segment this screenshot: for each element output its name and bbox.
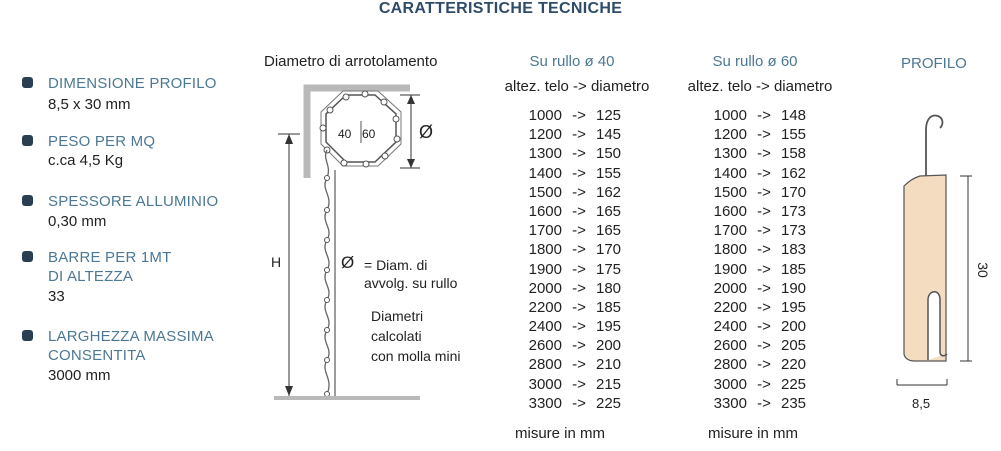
row-height: 2400: [713, 318, 747, 336]
row-diameter: 200: [596, 337, 622, 355]
diameter-icon: Ø: [419, 122, 434, 142]
row-arrow: ->: [757, 279, 771, 297]
row-arrow: ->: [572, 183, 586, 201]
spec-value: 0,30 mm: [48, 213, 107, 230]
row-height: 1800: [528, 241, 562, 259]
table-row: [520, 394, 630, 413]
row-arrow: ->: [757, 164, 771, 182]
table40-unit: misure in mm: [515, 425, 606, 442]
row-arrow: ->: [572, 337, 586, 355]
row-diameter: 185: [596, 298, 622, 316]
row-height: 2000: [713, 279, 747, 297]
table-row: [520, 202, 630, 221]
row-diameter: 183: [781, 241, 807, 259]
row-height: 2200: [528, 298, 562, 316]
row-arrow: ->: [757, 375, 771, 393]
spec-label-line2: CONSENTITA: [48, 347, 146, 364]
row-height: 1700: [528, 222, 562, 240]
row-arrow: ->: [757, 260, 771, 278]
row-diameter: 173: [781, 222, 807, 240]
table-row: [520, 375, 630, 394]
row-diameter: 173: [781, 202, 807, 220]
row-diameter: 150: [596, 145, 622, 163]
table-row: [520, 221, 630, 240]
spec-value: 3000 mm: [48, 367, 111, 384]
row-arrow: ->: [757, 394, 771, 412]
row-diameter: 220: [781, 356, 807, 374]
row-height: 1400: [713, 164, 747, 182]
row-arrow: ->: [757, 183, 771, 201]
row-arrow: ->: [757, 356, 771, 374]
row-arrow: ->: [757, 318, 771, 336]
row-diameter: 180: [596, 279, 622, 297]
table-row: [705, 164, 815, 183]
table-row: [705, 144, 815, 163]
row-height: 2200: [713, 298, 747, 316]
row-arrow: ->: [572, 126, 586, 144]
diameter-legend-icon: Ø: [341, 253, 355, 272]
note-line3: con molla mini: [371, 348, 461, 364]
row-arrow: ->: [572, 241, 586, 259]
table-row: [705, 355, 815, 374]
spec-value: 8,5 x 30 mm: [48, 96, 131, 113]
note-line1: Diametri: [371, 308, 424, 324]
table-row: [520, 317, 630, 336]
row-height: 1500: [713, 183, 747, 201]
row-height: 2800: [713, 356, 747, 374]
row-diameter: 175: [596, 260, 622, 278]
row-height: 1200: [713, 126, 747, 144]
row-arrow: ->: [572, 318, 586, 336]
table-row: [520, 260, 630, 279]
row-height: 1000: [713, 107, 747, 124]
row-arrow: ->: [757, 126, 771, 144]
row-height: 1400: [528, 164, 562, 182]
row-diameter: 205: [781, 337, 807, 355]
table-row: [705, 202, 815, 221]
table60-rows: [705, 106, 815, 413]
table60-unit: misure in mm: [708, 425, 799, 442]
row-arrow: ->: [757, 145, 771, 163]
row-arrow: ->: [757, 337, 771, 355]
row-arrow: ->: [572, 107, 586, 124]
row-height: 3300: [528, 394, 562, 412]
spec-label: SPESSORE ALLUMINIO: [48, 193, 219, 210]
table-row: [705, 183, 815, 202]
roll-label-60: 60: [362, 127, 376, 141]
spec-label-line1: BARRE PER 1MT: [48, 249, 172, 266]
spec-label-line1: LARGHEZZA MASSIMA: [48, 328, 214, 345]
table40-head: Su rullo ø 40: [529, 53, 615, 70]
table-row: [705, 394, 815, 413]
row-arrow: ->: [572, 394, 586, 412]
row-height: 3000: [713, 375, 747, 393]
row-diameter: 145: [596, 126, 622, 144]
row-arrow: ->: [572, 260, 586, 278]
row-arrow: ->: [572, 279, 586, 297]
profile-height-label: 30: [974, 262, 991, 278]
table-row: [520, 298, 630, 317]
table-row: [520, 164, 630, 183]
row-diameter: 225: [781, 375, 807, 393]
h-arrow-bottom: [285, 386, 293, 396]
row-height: 1000: [528, 107, 562, 124]
page-title: CARATTERISTICHE TECNICHE: [378, 0, 623, 17]
row-arrow: ->: [572, 298, 586, 316]
spec-label: PESO PER MQ: [48, 133, 156, 150]
table-row: [705, 375, 815, 394]
row-diameter: 162: [781, 164, 807, 182]
row-height: 1300: [528, 145, 562, 163]
row-diameter: 155: [781, 126, 807, 144]
row-height: 2800: [528, 356, 562, 374]
profile-hook: [926, 116, 942, 176]
row-height: 2400: [528, 318, 562, 336]
table-row: [705, 106, 815, 125]
table-row: [520, 125, 630, 144]
row-arrow: ->: [572, 202, 586, 220]
table-row: [705, 221, 815, 240]
row-height: 1700: [713, 222, 747, 240]
row-height: 3000: [528, 375, 562, 393]
diagram-title: Diametro di arrotolamento: [264, 53, 438, 70]
profile-width-label: 8,5: [912, 396, 931, 411]
table-row: [705, 336, 815, 355]
row-diameter: 158: [781, 145, 807, 163]
row-diameter: 162: [596, 183, 622, 201]
row-height: 1800: [713, 241, 747, 259]
row-height: 1200: [528, 126, 562, 144]
row-diameter: 148: [781, 107, 807, 124]
table-row: [520, 183, 630, 202]
row-diameter: 125: [596, 107, 622, 124]
row-height: 1300: [713, 145, 747, 163]
table-row: [520, 240, 630, 259]
row-arrow: ->: [757, 202, 771, 220]
row-height: 3300: [713, 394, 747, 412]
row-diameter: 170: [596, 241, 622, 259]
table-row: [705, 298, 815, 317]
table40-rows: [520, 106, 630, 413]
row-arrow: ->: [757, 107, 771, 124]
row-diameter: 165: [596, 222, 622, 240]
row-height: 1900: [713, 260, 747, 278]
legend-line2: avvolg. su rullo: [364, 275, 458, 291]
row-diameter: 235: [781, 394, 807, 412]
legend-line1: = Diam. di: [364, 257, 428, 273]
profile-title: PROFILO: [901, 55, 967, 72]
row-height: 1500: [528, 183, 562, 201]
row-diameter: 185: [781, 260, 807, 278]
row-diameter: 195: [596, 318, 622, 336]
row-height: 2600: [528, 337, 562, 355]
row-arrow: ->: [572, 222, 586, 240]
row-height: 1900: [528, 260, 562, 278]
row-diameter: 200: [781, 318, 807, 336]
row-diameter: 170: [781, 183, 807, 201]
table-row: [705, 317, 815, 336]
row-diameter: 165: [596, 202, 622, 220]
row-diameter: 210: [596, 356, 622, 374]
row-diameter: 195: [781, 298, 807, 316]
table-row: [705, 260, 815, 279]
table-row: [520, 106, 630, 125]
spec-value: c.ca 4,5 Kg: [48, 152, 124, 169]
row-diameter: 155: [596, 164, 622, 182]
h-label: H: [271, 254, 282, 270]
row-arrow: ->: [757, 298, 771, 316]
h-arrow-top: [285, 134, 293, 144]
row-height: 1600: [713, 202, 747, 220]
row-height: 2000: [528, 279, 562, 297]
table60-subhead: altez. telo -> diametro: [687, 78, 833, 95]
row-arrow: ->: [572, 164, 586, 182]
spec-label-line2: DI ALTEZZA: [48, 268, 134, 285]
table40-subhead: altez. telo -> diametro: [504, 78, 650, 95]
spec-label: DIMENSIONE PROFILO: [48, 75, 217, 92]
table-row: [520, 279, 630, 298]
row-arrow: ->: [572, 356, 586, 374]
row-arrow: ->: [572, 375, 586, 393]
table-row: [520, 336, 630, 355]
note-line2: calcolati: [371, 328, 422, 344]
table-row: [705, 240, 815, 259]
row-arrow: ->: [572, 145, 586, 163]
table-row: [705, 125, 815, 144]
row-height: 2600: [713, 337, 747, 355]
row-diameter: 190: [781, 279, 807, 297]
row-diameter: 225: [596, 394, 622, 412]
row-height: 1600: [528, 202, 562, 220]
table-row: [705, 279, 815, 298]
table60-head: Su rullo ø 60: [712, 53, 798, 70]
table-row: [520, 144, 630, 163]
table-row: [520, 355, 630, 374]
row-diameter: 215: [596, 375, 622, 393]
row-arrow: ->: [757, 222, 771, 240]
row-arrow: ->: [757, 241, 771, 259]
d-arrow-top: [407, 95, 415, 104]
spec-value: 33: [48, 288, 65, 305]
d-arrow-bottom: [407, 159, 415, 168]
roll-label-40: 40: [338, 127, 352, 141]
